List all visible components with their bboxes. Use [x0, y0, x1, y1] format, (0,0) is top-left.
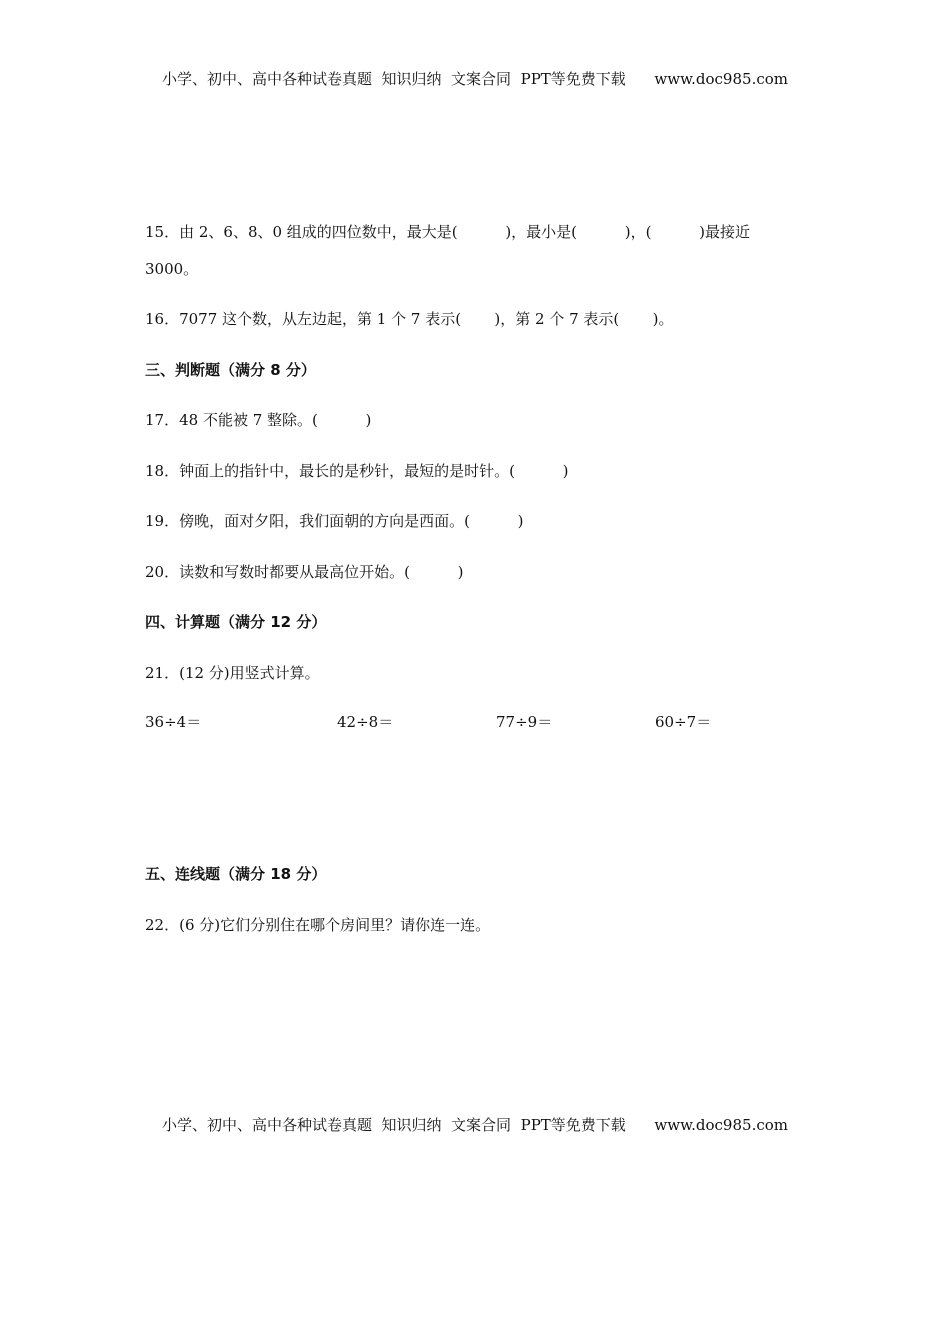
calc-item-3: 77÷9＝ [496, 713, 553, 731]
page-header: 小学、初中、高中各种试卷真题 知识归纳 文案合同 PPT等免费下载 www.doc985.com [161, 70, 788, 88]
question-18: 18．钟面上的指针中，最长的是秒针，最短的是时针。( ) [145, 462, 569, 480]
calc-item-2: 42÷8＝ [337, 713, 394, 731]
question-22: 22．(6 分)它们分别住在哪个房间里？请你连一连。 [145, 916, 491, 934]
calc-item-4: 60÷7＝ [655, 713, 712, 731]
section-3-heading: 三、判断题（满分 8 分） [145, 361, 316, 379]
section-5-heading: 五、连线题（满分 18 分） [145, 865, 327, 883]
question-15-line-1: 15．由 2、6、8、0 组成的四位数中，最大是( )，最小是( )，( )最接近 [145, 223, 750, 241]
question-21: 21．(12 分)用竖式计算。 [145, 664, 320, 682]
question-16: 16．7077 这个数，从左边起，第 1 个 7 表示( )，第 2 个 7 表示( )。 [145, 310, 674, 328]
question-19: 19．傍晚，面对夕阳，我们面朝的方向是西面。( ) [145, 512, 524, 530]
calc-item-1: 36÷4＝ [145, 713, 202, 731]
question-15-line-2: 3000。 [145, 260, 199, 278]
question-20: 20．读数和写数时都要从最高位开始。( ) [145, 563, 464, 581]
question-17: 17．48 不能被 7 整除。( ) [145, 411, 372, 429]
page-footer: 小学、初中、高中各种试卷真题 知识归纳 文案合同 PPT等免费下载 www.doc985.com [161, 1116, 788, 1134]
section-4-heading: 四、计算题（满分 12 分） [145, 613, 327, 631]
